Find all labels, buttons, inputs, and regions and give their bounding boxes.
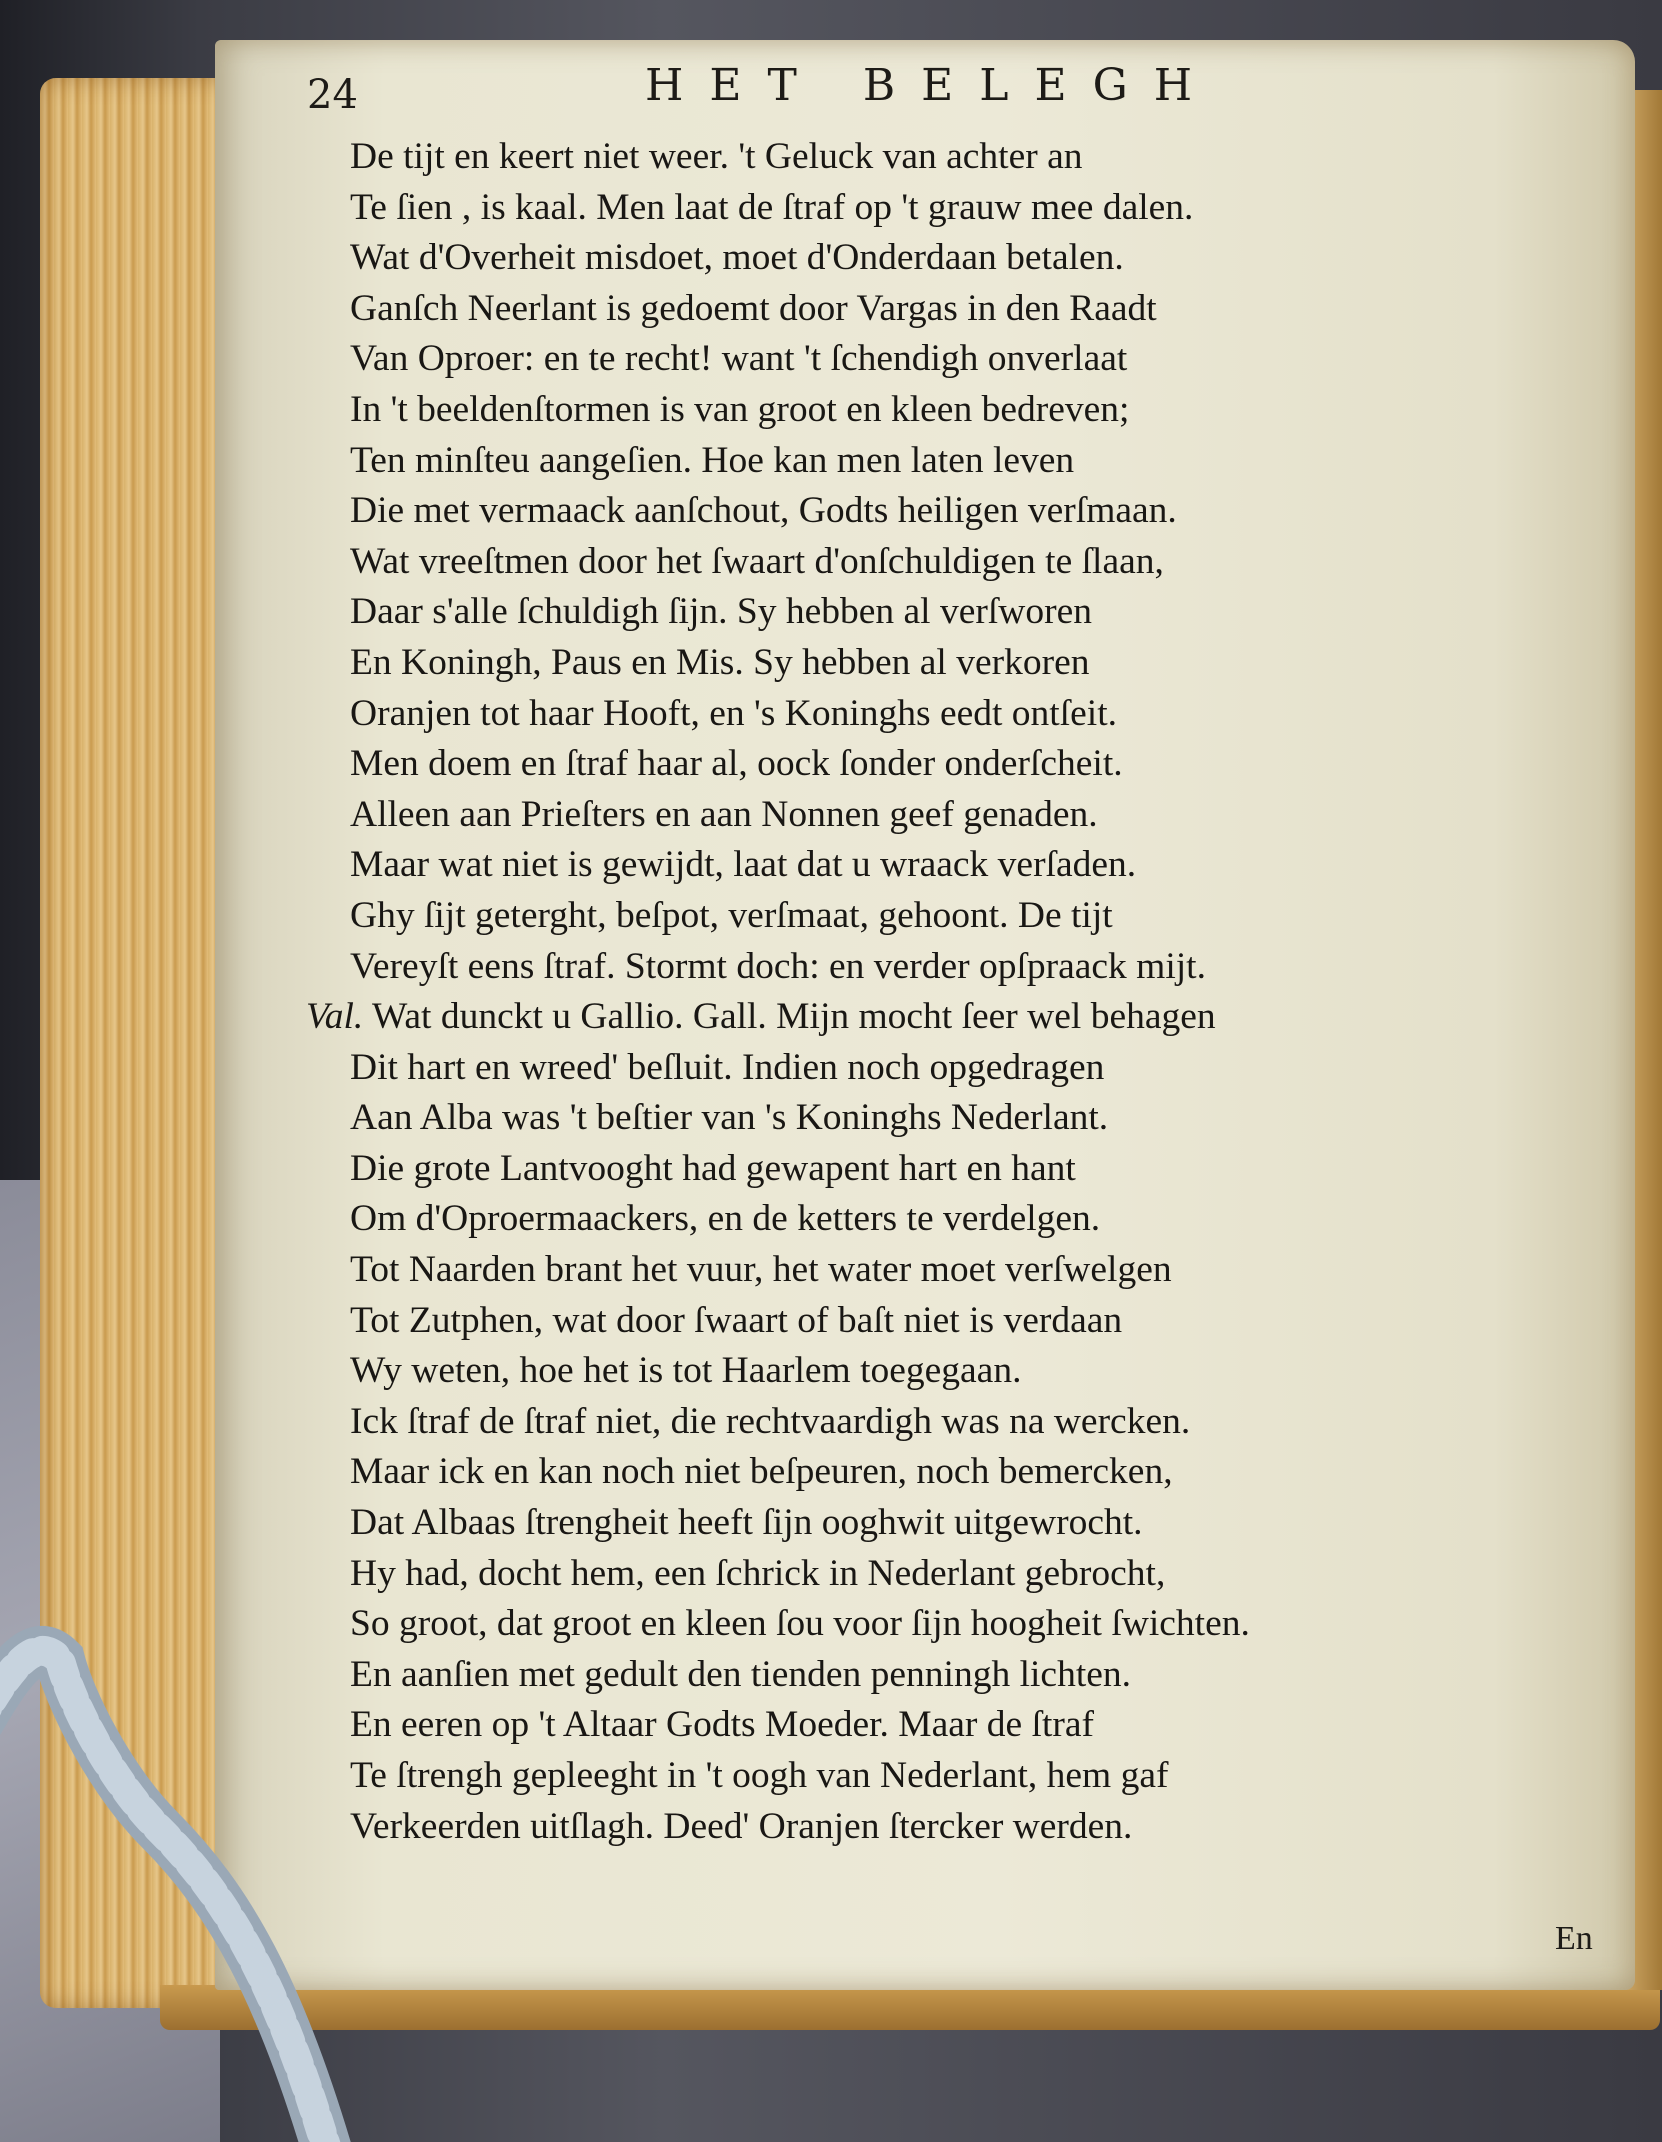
verse-line	[350, 587, 1630, 638]
verse-line	[350, 638, 1630, 689]
verse-line	[350, 1447, 1630, 1498]
verse-line-text: In 't beeldenſtormen is van groot en kleen bedreven;	[350, 388, 1130, 430]
verse-line-text: En aanſien met gedult den tienden penningh lichten.	[350, 1653, 1132, 1695]
verse-line	[350, 334, 1630, 385]
verse-line-text: De tijt en keert niet weer. 't Geluck van achter an	[350, 136, 1083, 177]
verse-line	[350, 1700, 1630, 1751]
verse-line-text: Oranjen tot haar Hooft, en 's Koninghs eedt ontſeit.	[350, 692, 1117, 734]
catchword: En	[1555, 1920, 1593, 1957]
verse-line	[350, 284, 1630, 335]
verse-line-text: Wat d'Overheit misdoet, moet d'Onderdaan betalen.	[350, 237, 1124, 279]
verse-line	[350, 1751, 1630, 1802]
verse-line	[350, 385, 1630, 436]
verse-line	[350, 1650, 1630, 1701]
verse-line	[350, 233, 1630, 284]
verse-line	[350, 840, 1630, 891]
verse-line	[350, 1599, 1630, 1650]
book-page	[215, 40, 1635, 1990]
verse-line-text: Die met vermaack aanſchout, Godts heiligen verſmaan.	[350, 490, 1177, 532]
verse-line	[350, 790, 1630, 841]
verse-line	[350, 942, 1630, 993]
verse-line-text: Tot Zutphen, wat door ſwaart of baſt niet is verdaan	[350, 1299, 1123, 1341]
verse-line-text: Te ſtrengh gepleeght in 't oogh van Nederlant, hem gaf	[350, 1755, 1169, 1796]
verse-line	[350, 1397, 1630, 1448]
verse-line	[350, 1549, 1630, 1600]
verse-line	[350, 132, 1630, 183]
verse-text	[306, 132, 1630, 1852]
verse-line-text: Dit hart en wreed' beſluit. Indien noch opgedragen	[350, 1046, 1105, 1088]
verse-line-text: Ghy ſijt geterght, beſpot, verſmaat, gehoont. De tijt	[350, 894, 1113, 936]
verse-line	[350, 1194, 1630, 1245]
verse-line-text: Daar s'alle ſchuldigh ſijn. Sy hebben al verſworen	[350, 591, 1092, 633]
verse-line-text: Hy had, docht hem, een ſchrick in Nederlant gebrocht,	[350, 1552, 1166, 1594]
verse-line-text: Te ſien , is kaal. Men laat de ſtraf op 't grauw mee dalen.	[350, 186, 1194, 228]
verse-line	[350, 1346, 1630, 1397]
verse-line-text: Die grote Lantvooght had gewapent hart en hant	[350, 1147, 1076, 1189]
verse-line-text: Vereyſt eens ſtraf. Stormt doch: en verder opſpraack mijt.	[350, 945, 1206, 987]
verse-line	[350, 486, 1630, 537]
verse-line	[350, 183, 1630, 234]
verse-line	[350, 436, 1630, 487]
verse-line-text: Wy weten, hoe het is tot Haarlem toegegaan.	[350, 1350, 1022, 1392]
verse-line-text: Tot Naarden brant het vuur, het water moet verſwelgen	[350, 1249, 1172, 1291]
verse-line	[350, 1498, 1630, 1549]
verse-line-text: Om d'Oproermaackers, en de ketters te verdelgen.	[350, 1198, 1101, 1240]
verse-line-text: Maar wat niet is gewijdt, laat dat u wraack verſaden.	[350, 844, 1137, 886]
verse-line-text: Men doem en ſtraf haar al, oock ſonder onderſcheit.	[350, 743, 1123, 785]
verse-line-text: Ten minſteu aangeſien. Hoe kan men laten leven	[350, 439, 1075, 481]
verse-line-text: Ick ſtraf de ſtraf niet, die rechtvaardigh was na wercken.	[350, 1400, 1191, 1442]
verse-line-text: Wat dunckt u Gallio. Gall. Mijn mocht ſeer wel behagen	[372, 996, 1216, 1038]
verse-line-text: Aan Alba was 't beſtier van 's Koninghs Nederlant.	[350, 1097, 1109, 1139]
verse-line	[350, 1245, 1630, 1296]
verse-line-text: En eeren op 't Altaar Godts Moeder. Maar de ſtraf	[350, 1704, 1094, 1746]
verse-line	[350, 689, 1630, 740]
page-number: 24	[307, 72, 358, 118]
verse-line	[350, 1144, 1630, 1195]
verse-line-text: Maar ick en kan noch niet beſpeuren, noch bemercken,	[350, 1451, 1173, 1493]
verse-line	[350, 891, 1630, 942]
verse-line	[350, 1296, 1630, 1347]
book-bottom-edge	[160, 1985, 1660, 2030]
verse-line-text: Ganſch Neerlant is gedoemt door Vargas in den Raadt	[350, 287, 1157, 329]
book-page-edges	[40, 78, 240, 2008]
verse-line	[350, 1802, 1630, 1853]
verse-line-text: En Koningh, Paus en Mis. Sy hebben al verkoren	[350, 641, 1090, 683]
verse-line-text: Dat Albaas ſtrengheit heeft ſijn ooghwit uitgewrocht.	[350, 1502, 1143, 1544]
speaker-label: Val.	[306, 996, 364, 1038]
verse-line-text: Van Oproer: en te recht! want 't ſchendigh onverlaat	[350, 338, 1128, 380]
verse-line	[350, 1093, 1630, 1144]
verse-line-text: Alleen aan Prieſters en aan Nonnen geef genaden.	[350, 793, 1098, 835]
verse-line	[350, 537, 1630, 588]
verse-line-text: Verkeerden uitſlagh. Deed' Oranjen ſtercker werden.	[350, 1805, 1133, 1847]
running-head: HET BELEGH	[645, 60, 1219, 111]
verse-line	[350, 739, 1630, 790]
verse-line	[350, 1043, 1630, 1094]
verse-line-text: Wat vreeſtmen door het ſwaart d'onſchuldigen te ſlaan,	[350, 540, 1164, 582]
verse-line	[306, 992, 1630, 1043]
verse-line-text: So groot, dat groot en kleen ſou voor ſijn hoogheit ſwichten.	[350, 1603, 1250, 1645]
